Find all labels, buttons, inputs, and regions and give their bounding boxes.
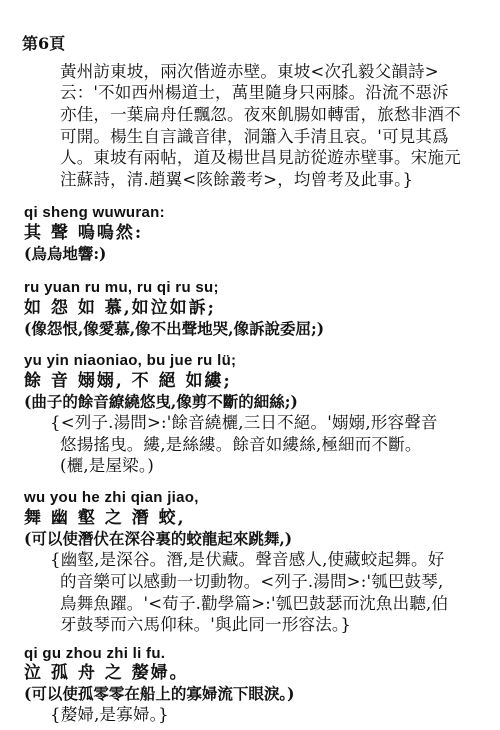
verse-pinyin: qi gu zhou zhi li fu. [24, 645, 166, 662]
intro-line: 注蘇詩，清.趙翼<陔餘叢考>，均曾考及此事。} [60, 170, 414, 189]
verse-text: 其 聲 嗚嗚然: [24, 223, 144, 243]
verse-translation: (可以使潛伏在深谷裏的蛟龍起來跳舞,) [24, 529, 293, 548]
verse-text: 舞 幽 壑 之 潛 蛟, [24, 508, 186, 528]
verse-pinyin: qi sheng wuwuran: [24, 204, 165, 221]
verse-pinyin: yu yin niaoniao, bu jue ru lü; [24, 352, 237, 369]
note-line: 牙鼓琴而六馬仰秣。'與此同一形容法。} [60, 615, 352, 634]
verse-pinyin: wu you he zhi qian jiao, [24, 489, 199, 506]
verse-translation: (像怨恨,像愛慕,像不出聲地哭,像訴說委屈;) [24, 319, 325, 338]
verse-text: 如 怨 如 慕,如泣如訴; [24, 298, 216, 318]
note-line: 的音樂可以感動一切動物。<列子.湯問>:'瓠巴鼓琴, [60, 572, 444, 591]
note-line: (欐,是屋梁。) [60, 456, 154, 475]
intro-line: 云：'不如西州楊道士，萬里隨身只兩膝。沿流不惡泝 [60, 83, 449, 102]
intro-line: 人。東坡有兩帖，道及楊世昌見訪從遊赤壁事。宋施元 [60, 148, 461, 167]
verse-translation: (可以使孤零零在船上的寡婦流下眼淚。) [24, 684, 295, 703]
verse-pinyin: ru yuan ru mu, ru qi ru su; [24, 279, 219, 296]
verse-translation: (烏烏地響:) [24, 244, 107, 263]
note-line: 悠揚搖曳。縷,是絲縷。餘音如縷絲,極細而不斷。 [60, 435, 422, 454]
intro-line: 黃州訪東坡，兩次偕遊赤壁。東坡<次孔毅父韻詩> [60, 62, 439, 81]
verse-text: 餘 音 嫋嫋, 不 絕 如縷; [24, 371, 232, 391]
verse-text: 泣 孤 舟 之 嫠婦。 [24, 663, 189, 683]
intro-line: 亦佳，一葉扁舟任飄忽。夜來飢腸如轉雷，旅愁非酒不 [60, 105, 461, 124]
verse-translation: (曲子的餘音繚繞悠曳,像剪不斷的細絲;) [24, 392, 298, 411]
note-line: {嫠婦,是寡婦。} [50, 705, 169, 724]
intro-line: 可開。楊生自言識音律，洞簫入手清且哀。'可見其爲 [60, 127, 449, 146]
note-line: {幽壑,是深谷。潛,是伏藏。聲音感人,使藏蛟起舞。好 [50, 550, 445, 569]
page-label: 第6頁 [22, 34, 66, 53]
note-line: {<列子.湯問>:'餘音繞欐,三日不絕。'嫋嫋,形容聲音 [50, 413, 438, 432]
note-line: 鳥舞魚躍。'<荀子.勸學篇>:'瓠巴鼓瑟而沈魚出聽,伯 [60, 594, 449, 613]
